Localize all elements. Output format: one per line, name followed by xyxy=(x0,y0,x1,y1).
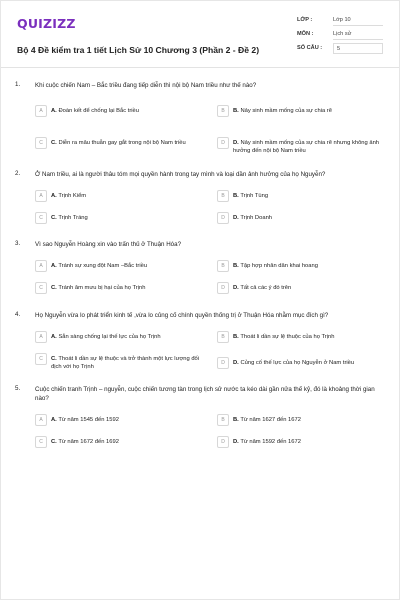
option-key-box: A xyxy=(35,190,47,202)
option-text: Tránh sự xung đột Nam –Bắc triều xyxy=(58,263,148,269)
option-letter: B. xyxy=(233,417,239,423)
meta-class-row xyxy=(297,15,387,29)
option-text: Diễn ra mâu thuẫn gay gắt trong nội bộ Nam triều xyxy=(58,140,186,146)
option-text: Từ năm 1672 đến 1692 xyxy=(58,439,119,445)
question-text: Họ Nguyễn vừa lo phát triển kinh tế ,vừa lo củng cố chính quyền thống trị ở Thuận Hóa nhằm mục đích gì? xyxy=(35,312,329,319)
option-letter: D. xyxy=(233,140,239,146)
option-text: Sẵn sàng chống lại thế lực của họ Trịnh xyxy=(58,334,161,340)
option-letter: D. xyxy=(233,360,239,366)
option-text: Trịnh Doanh xyxy=(240,215,273,221)
option-key-box: C xyxy=(35,137,47,149)
option-letter: B. xyxy=(233,334,239,340)
option-key-box: D xyxy=(217,282,229,294)
option-text: Từ năm 1545 đến 1592 xyxy=(58,417,119,423)
option-text: Trịnh Tùng xyxy=(240,193,269,199)
option-key-box: B xyxy=(217,331,229,343)
option-text: Nảy sinh mầm mống của sự chia rẽ xyxy=(240,108,332,114)
meta-subject-label: MÔN : xyxy=(297,31,314,37)
option-key-box: C xyxy=(35,282,47,294)
option-key-box: C xyxy=(35,436,47,448)
option-letter: D. xyxy=(233,285,239,291)
quizizz-logo: QUIZIZZ xyxy=(17,16,76,31)
option-key-box: C xyxy=(35,353,47,365)
option-letter: C. xyxy=(51,285,57,291)
option-letter: A. xyxy=(51,193,57,199)
meta-count-label: SỐ CÂU : xyxy=(297,45,323,51)
option-letter: A. xyxy=(51,334,57,340)
question-number: 3. xyxy=(15,240,21,247)
option-text: Từ năm 1592 đến 1672 xyxy=(240,439,301,445)
option-text: Tất cả các ý đó trên xyxy=(240,285,292,291)
option-key-box: A xyxy=(35,260,47,272)
worksheet-header xyxy=(15,13,387,63)
option-letter: A. xyxy=(51,263,57,269)
header-divider xyxy=(1,67,399,68)
option-key-box: D xyxy=(217,137,229,149)
meta-panel xyxy=(297,15,387,57)
option-letter: B. xyxy=(233,108,239,114)
meta-class-value: Lớp 10 xyxy=(333,15,383,26)
option-key-box: B xyxy=(217,105,229,117)
question-number: 1. xyxy=(15,81,21,88)
option-letter: C. xyxy=(51,356,57,362)
question-text: Cuộc chiến tranh Trịnh – nguyễn, cuộc chiến tương tàn trong lịch sử nước ta kéo dài gần nửa thế kỷ, đó là khoảng thời gian nào? xyxy=(35,386,375,402)
meta-count-row xyxy=(297,43,387,57)
option-key-box: D xyxy=(217,436,229,448)
option-letter: D. xyxy=(233,215,239,221)
option-key-box: A xyxy=(35,414,47,426)
meta-count-value: 5 xyxy=(333,43,383,54)
option-key-box: D xyxy=(217,212,229,224)
option-key-box: B xyxy=(217,414,229,426)
option-key-box: B xyxy=(217,260,229,272)
option-text: Nảy sinh mầm mống của sự chia rẽ nhưng không ảnh hưởng đến nội bộ Nam triều xyxy=(233,140,380,155)
option-key-box: D xyxy=(217,357,229,369)
meta-subject-row xyxy=(297,29,387,43)
option-letter: A. xyxy=(51,108,57,114)
option-letter: C. xyxy=(51,439,57,445)
question-text: Khi cuộc chiến Nam – Bắc triều đang tiếp diễn thì nội bộ Nam triều như thế nào? xyxy=(35,82,257,89)
option-text: Từ năm 1627 đến 1672 xyxy=(240,417,301,423)
option-text: Đoàn kết để chống lại Bắc triều xyxy=(58,108,139,114)
option-text: Trịnh Tráng xyxy=(58,215,88,221)
option-letter: B. xyxy=(233,193,239,199)
option-letter: C. xyxy=(51,215,57,221)
meta-subject-value: Lịch sử xyxy=(333,29,383,40)
option-text: Củng cố thế lực của họ Nguyễn ở Nam triều xyxy=(240,360,355,366)
option-text: Tránh âm mưu bị hại của họ Trịnh xyxy=(58,285,146,291)
question-number: 2. xyxy=(15,170,21,177)
meta-class-label: LỚP : xyxy=(297,17,313,23)
option-text: Thoát li dần sự lệ thuộc của họ Trịnh xyxy=(240,334,335,340)
option-key-box: B xyxy=(217,190,229,202)
option-letter: A. xyxy=(51,417,57,423)
option-letter: C. xyxy=(51,140,57,146)
option-text: Trịnh Kiểm xyxy=(58,193,87,199)
page-title: Bộ 4 Đề kiểm tra 1 tiết Lịch Sử 10 Chương 3 (Phần 2 - Đề 2) xyxy=(17,45,260,55)
question-text: Vì sao Nguyễn Hoàng xin vào trấn thủ ở Thuận Hóa? xyxy=(35,241,182,248)
option-letter: D. xyxy=(233,439,239,445)
option-letter: B. xyxy=(233,263,239,269)
option-text: Thoát li dần sự lệ thuộc và trở thành một lực lượng đối địch với họ Trịnh xyxy=(51,356,200,371)
question-number: 4. xyxy=(15,311,21,318)
option-key-box: C xyxy=(35,212,47,224)
option-text: Tập hợp nhân dân khai hoang xyxy=(240,263,318,269)
option-key-box: A xyxy=(35,105,47,117)
option-key-box: A xyxy=(35,331,47,343)
question-text: Ở Nam triều, ai là người thâu tóm mọi quyền hành trong tay mình và loại dần ảnh hưởng của họ Nguyễn? xyxy=(35,171,326,178)
question-number: 5. xyxy=(15,385,21,392)
